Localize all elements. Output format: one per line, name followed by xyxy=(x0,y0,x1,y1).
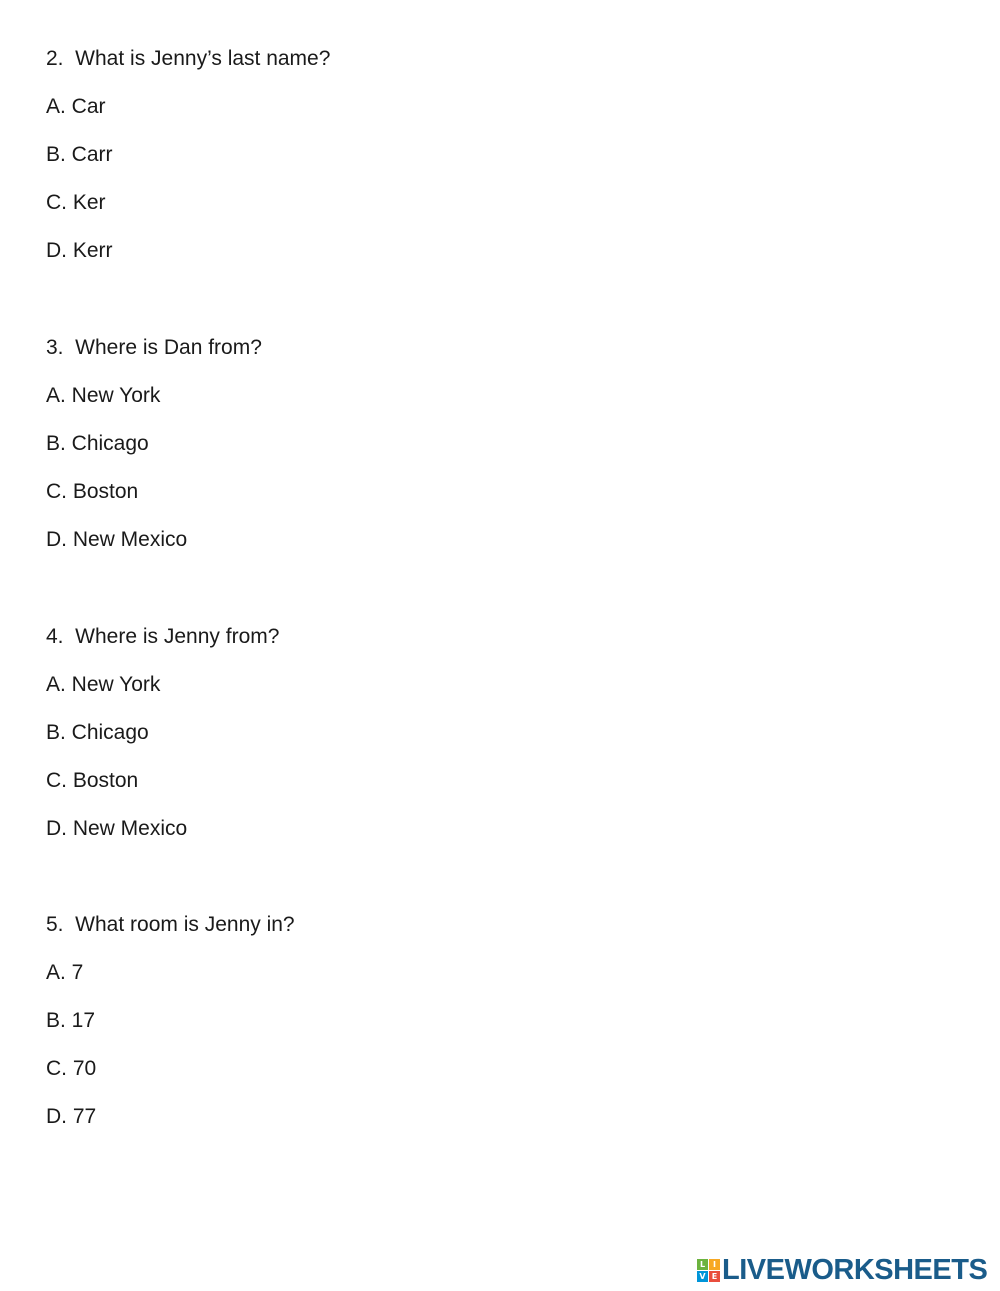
q2-option-c[interactable]: C. Ker xyxy=(46,191,106,214)
question-5-prompt: 5. What room is Jenny in? xyxy=(46,913,295,936)
logo-block-e: E xyxy=(709,1271,720,1282)
question-3-prompt: 3. Where is Dan from? xyxy=(46,336,262,359)
logo-block-i: I xyxy=(709,1259,720,1270)
q5-option-a[interactable]: A. 7 xyxy=(46,961,84,984)
liveworksheets-logo xyxy=(697,1254,987,1287)
q5-option-b[interactable]: B. 17 xyxy=(46,1009,96,1032)
logo-block-v: V xyxy=(697,1271,708,1282)
q3-option-b[interactable]: B. Chicago xyxy=(46,432,149,455)
q4-option-a[interactable]: A. New York xyxy=(46,673,161,696)
logo-block-l: L xyxy=(697,1259,708,1270)
logo-mark-icon xyxy=(697,1259,720,1282)
q5-option-c[interactable]: C. 70 xyxy=(46,1057,97,1080)
logo-wordmark: LIVEWORKSHEETS xyxy=(722,1254,988,1286)
question-2-prompt: 2. What is Jenny’s last name? xyxy=(46,47,331,70)
q2-option-d[interactable]: D. Kerr xyxy=(46,239,113,262)
q2-option-b[interactable]: B. Carr xyxy=(46,143,113,166)
q3-option-d[interactable]: D. New Mexico xyxy=(46,528,188,551)
q3-option-a[interactable]: A. New York xyxy=(46,384,161,407)
question-4-prompt: 4. Where is Jenny from? xyxy=(46,625,280,648)
q4-option-d[interactable]: D. New Mexico xyxy=(46,817,188,840)
q5-option-d[interactable]: D. 77 xyxy=(46,1105,97,1128)
q2-option-a[interactable]: A. Car xyxy=(46,95,106,118)
q4-option-b[interactable]: B. Chicago xyxy=(46,721,149,744)
q3-option-c[interactable]: C. Boston xyxy=(46,480,139,503)
q4-option-c[interactable]: C. Boston xyxy=(46,769,139,792)
